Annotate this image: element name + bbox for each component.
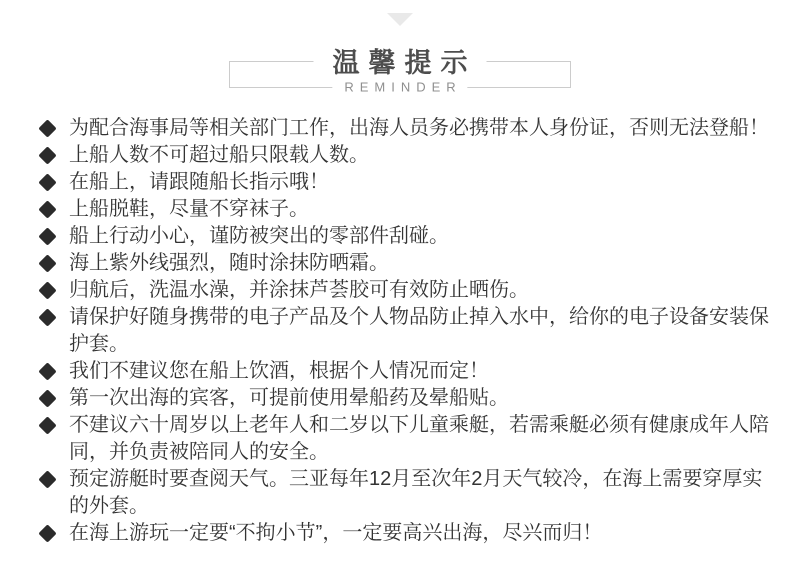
reminder-item	[38, 142, 776, 169]
reminder-item-text: 为配合海事局等相关部门工作，出海人员务必携带本人身份证，否则无法登船！	[69, 117, 769, 139]
reminder-item	[38, 277, 776, 304]
title-box	[229, 47, 571, 95]
reminder-item-text: 我们不建议您在船上饮酒，根据个人情况而定！	[69, 360, 489, 382]
reminder-item	[38, 115, 776, 142]
reminder-item	[38, 466, 776, 520]
reminder-item-text: 海上紫外线强烈，随时涂抹防晒霜。	[69, 252, 389, 274]
reminder-item	[38, 385, 776, 412]
reminder-item-text: 归航后，洗温水澡，并涂抹芦荟胶可有效防止晒伤。	[69, 279, 529, 301]
reminder-item	[38, 358, 776, 385]
diamond-bullet-icon	[38, 389, 56, 407]
reminder-item	[38, 196, 776, 223]
page-subtitle: REMINDER	[332, 80, 467, 95]
diamond-bullet-icon	[38, 524, 56, 542]
diamond-bullet-icon	[38, 254, 56, 272]
diamond-bullet-icon	[38, 281, 56, 299]
reminder-item-text: 上船人数不可超过船只限载人数。	[69, 144, 369, 166]
reminder-item-text: 上船脱鞋，尽量不穿袜子。	[69, 198, 309, 220]
reminder-item-text: 在船上，请跟随船长指示哦！	[69, 171, 329, 193]
reminder-item	[38, 250, 776, 277]
diamond-bullet-icon	[38, 416, 56, 434]
reminder-item	[38, 520, 776, 547]
reminder-item-text: 船上行动小心，谨防被突出的零部件刮碰。	[69, 225, 449, 247]
diamond-bullet-icon	[38, 173, 56, 191]
diamond-bullet-icon	[38, 119, 56, 137]
triangle-down-icon	[387, 13, 413, 26]
diamond-bullet-icon	[38, 227, 56, 245]
reminder-item	[38, 223, 776, 250]
diamond-bullet-icon	[38, 362, 56, 380]
diamond-bullet-icon	[38, 146, 56, 164]
reminder-item	[38, 304, 776, 358]
reminder-item-text: 预定游艇时要查阅天气。三亚每年12月至次年2月天气较冷，在海上需要穿厚实的外套。	[69, 468, 763, 517]
reminder-item-text: 不建议六十周岁以上老年人和二岁以下儿童乘艇，若需乘艇必须有健康成年人陪同，并负责被陪同人的安全。	[69, 414, 769, 463]
reminder-item-text: 在海上游玩一定要“不拘小节”，一定要高兴出海，尽兴而归！	[69, 522, 603, 544]
diamond-bullet-icon	[38, 308, 56, 326]
diamond-bullet-icon	[38, 200, 56, 218]
diamond-bullet-icon	[38, 470, 56, 488]
page-title: 温馨提示	[314, 41, 487, 80]
reminder-list	[38, 115, 776, 547]
reminder-item-text: 请保护好随身携带的电子产品及个人物品防止掉入水中，给你的电子设备安装保护套。	[69, 306, 769, 355]
reminder-item-text: 第一次出海的宾客，可提前使用晕船药及晕船贴。	[69, 387, 509, 409]
reminder-item	[38, 169, 776, 196]
reminder-item	[38, 412, 776, 466]
